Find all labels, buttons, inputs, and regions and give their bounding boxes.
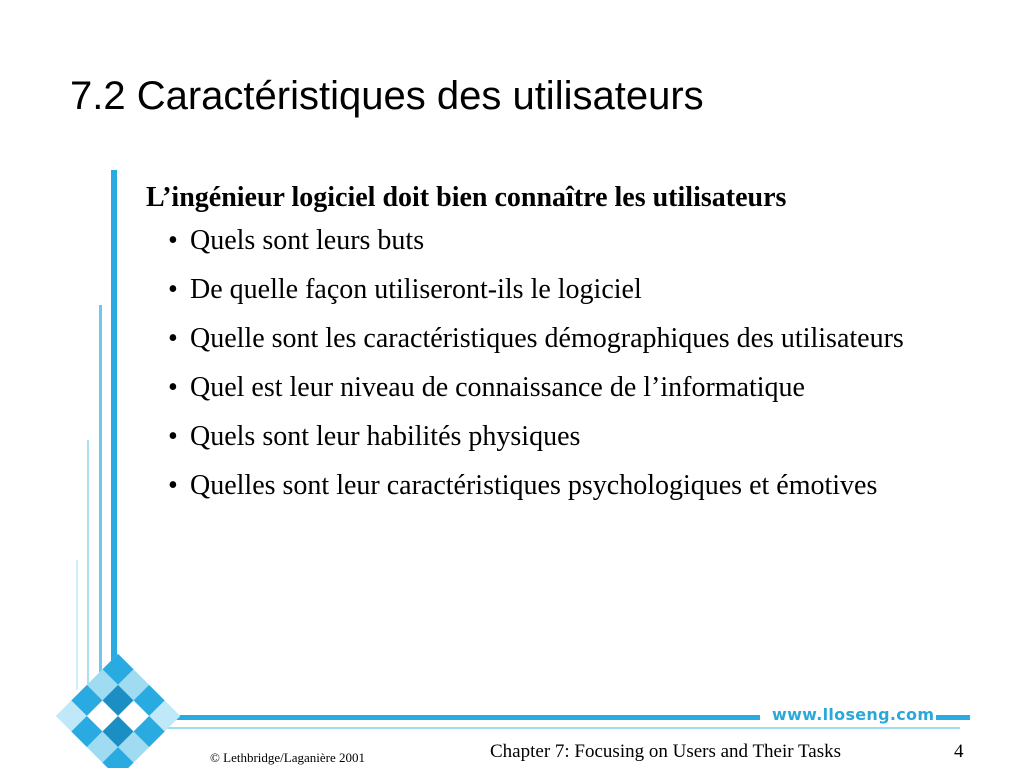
vertical-line-third (87, 440, 89, 690)
slide-title: 7.2 Caractéristiques des utilisateurs (70, 74, 704, 118)
bullet-text: Quel est leur niveau de connaissance de l’informatique (190, 372, 805, 403)
horizontal-line-right (936, 715, 970, 720)
bullet-marker: • (168, 225, 178, 256)
bullet-item (168, 322, 966, 355)
bullet-text: Quels sont leurs buts (190, 225, 425, 256)
vertical-line-main (111, 170, 117, 700)
bullet-text: Quelle sont les caractéristiques démographiques des utilisateurs (190, 323, 904, 354)
diamond-logo (56, 654, 180, 768)
bullet-text: De quelle façon utiliseront-ils le logiciel (190, 274, 642, 305)
bullet-marker: • (168, 421, 178, 452)
horizontal-line-thin (150, 727, 960, 729)
bullet-marker: • (168, 372, 178, 403)
bullet-item (168, 273, 966, 306)
vertical-line-second (99, 305, 102, 690)
website-link[interactable]: www.lloseng.com (772, 705, 935, 724)
bullet-marker: • (168, 323, 178, 354)
bullet-text: Quelles sont leur caractéristiques psychologiques et émotives (190, 470, 878, 501)
footer-chapter: Chapter 7: Focusing on Users and Their Tasks (490, 741, 842, 762)
lead-statement: L’ingénieur logiciel doit bien connaître les utilisateurs (146, 182, 787, 213)
bullet-item (168, 224, 966, 257)
page-number: 4 (954, 741, 964, 762)
horizontal-line-main (118, 715, 760, 720)
bullet-item (168, 469, 966, 502)
bullet-text: Quels sont leur habilités physiques (190, 421, 581, 452)
vertical-line-fourth (76, 560, 78, 690)
slide-content (146, 180, 966, 518)
bullet-marker: • (168, 274, 178, 305)
bullet-marker: • (168, 470, 178, 501)
bullet-list (146, 224, 966, 502)
bullet-item (168, 371, 966, 404)
bullet-item (168, 420, 966, 453)
footer-copyright: © Lethbridge/Laganière 2001 (210, 750, 365, 765)
